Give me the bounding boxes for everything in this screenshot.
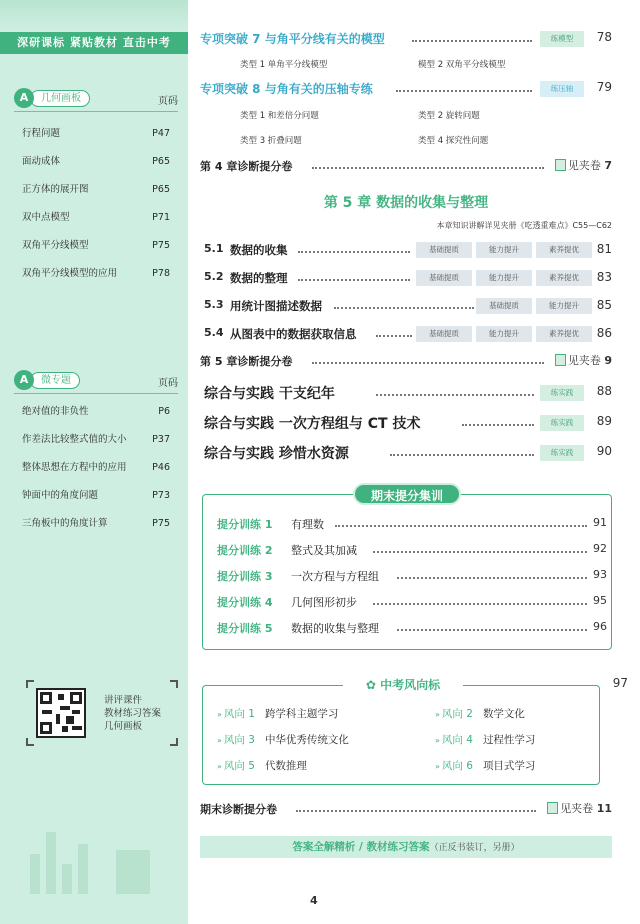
item-label: 作差法比较整式值的大小: [22, 434, 127, 445]
qr-finder: [40, 692, 52, 704]
topic-8-page: 79: [596, 80, 612, 94]
micro-topic-page-header: 页码: [158, 378, 178, 389]
dot-leader: [376, 335, 412, 337]
final-training-item[interactable]: [217, 541, 607, 559]
topic-8-type-2: 类型 2 旋转问题: [418, 111, 480, 121]
sidebar-slogan: 深研课标 紧贴教材 直击中考: [0, 32, 188, 54]
chapter-5-note: 本章知识讲解详见夹册《吃透重难点》C55—C62: [436, 221, 612, 230]
training-label: 提分训练 3: [217, 570, 273, 583]
training-topic: 有理数: [291, 518, 324, 531]
training-topic: 一次方程与方程组: [291, 570, 379, 583]
exam-trend-page: 97: [612, 676, 628, 690]
section-number: 5.3: [204, 298, 224, 311]
ref-prefix: 见夹卷: [560, 802, 594, 815]
training-page: 91: [593, 516, 607, 529]
level-tag: 素养提优: [536, 270, 592, 286]
qr-module: [62, 726, 68, 732]
item-label: 钟面中的角度问题: [22, 490, 99, 501]
item-page: P46: [152, 462, 170, 473]
section-page: 83: [596, 270, 612, 284]
list-item[interactable]: [14, 510, 178, 538]
level-tag: 素养提优: [536, 326, 592, 342]
exam-trend-title-text: 中考风向标: [380, 678, 441, 692]
qr-caption-line: 几何画板: [104, 721, 143, 732]
final-training-item[interactable]: [217, 567, 607, 585]
final-exam-ref: [547, 800, 612, 816]
item-label: 双角平分线模型: [22, 240, 89, 251]
practice-row[interactable]: [200, 381, 612, 405]
training-topic: 数据的收集与整理: [291, 622, 379, 635]
chapter-5-diagnostic-title: 第 5 章诊断提分卷: [200, 355, 293, 368]
practice-page: 89: [596, 414, 612, 428]
list-item[interactable]: [14, 232, 178, 260]
qr-module: [56, 714, 60, 724]
trend-label: 风向 2: [441, 708, 473, 720]
list-item[interactable]: [14, 260, 178, 288]
dot-leader: [373, 603, 587, 605]
final-training-item[interactable]: [217, 619, 607, 637]
qr-frame-corner: [170, 680, 178, 688]
ref-prefix: 见夹卷: [567, 354, 601, 367]
training-label: 提分训练 1: [217, 518, 273, 531]
page-number: 4: [310, 894, 318, 907]
topic-7-row[interactable]: [200, 30, 612, 50]
dot-leader: [335, 525, 587, 527]
ref-number: 11: [596, 802, 612, 815]
final-training-title: 期末提分集训: [353, 483, 461, 505]
qr-module: [72, 726, 82, 730]
section-page: 86: [596, 326, 612, 340]
dot-leader: [298, 251, 410, 253]
list-item[interactable]: [14, 120, 178, 148]
final-training-item[interactable]: [217, 515, 607, 533]
list-item[interactable]: [14, 482, 178, 510]
ref-prefix: 见夹卷: [567, 159, 601, 172]
level-tag: 能力提升: [476, 270, 532, 286]
chapter-5-diagnostic-row[interactable]: [200, 352, 612, 370]
micro-topic-panel: [14, 368, 178, 538]
double-arrow-icon: »: [435, 762, 440, 771]
list-item[interactable]: [14, 426, 178, 454]
list-item[interactable]: [14, 176, 178, 204]
item-page: P47: [152, 128, 170, 139]
topic-7-tag: 练模型: [540, 31, 584, 47]
geometry-board-title: 几何画板: [30, 90, 90, 107]
list-item[interactable]: [14, 148, 178, 176]
dot-leader: [296, 810, 536, 812]
topic-8-row[interactable]: [200, 80, 612, 100]
qr-finder: [70, 692, 82, 704]
training-topic: 几何图形初步: [291, 596, 357, 609]
practice-title: 综合与实践 干支纪年: [204, 386, 335, 402]
practice-tag: 练实践: [540, 445, 584, 461]
topic-7-page: 78: [596, 30, 612, 44]
decor-bar: [62, 864, 72, 894]
item-page: P71: [152, 212, 170, 223]
item-page: P65: [152, 156, 170, 167]
qr-module: [42, 710, 52, 714]
item-label: 正方体的展开图: [22, 184, 89, 195]
dot-leader: [312, 362, 544, 364]
qr-module: [72, 710, 80, 714]
item-page: P37: [152, 434, 170, 445]
micro-topic-title: 微专题: [30, 372, 80, 389]
decor-bar: [46, 832, 56, 894]
training-topic: 整式及其加减: [291, 544, 357, 557]
training-page: 96: [593, 620, 607, 633]
answers-note: （正反书装订，另册）: [429, 843, 520, 853]
final-exam-row[interactable]: [200, 800, 612, 818]
item-page: P73: [152, 490, 170, 501]
sidebar-decorative-bars: [20, 804, 170, 894]
section-page: 81: [596, 242, 612, 256]
trend-topic: 过程性学习: [482, 734, 536, 746]
item-page: P75: [152, 518, 170, 529]
decor-bar: [30, 854, 40, 894]
gear-icon: ✿: [365, 678, 376, 692]
qr-frame-corner: [26, 680, 34, 688]
item-label: 绝对值的非负性: [22, 406, 89, 417]
level-tag: 能力提升: [476, 242, 532, 258]
section-number: 5.1: [204, 242, 224, 255]
qr-module: [66, 716, 74, 724]
section-number: 5.4: [204, 326, 224, 339]
section-5-3-row[interactable]: [200, 296, 612, 316]
topic-8-type-4: 类型 4 探究性问题: [418, 136, 489, 146]
trend-topic: 数学文化: [482, 708, 525, 720]
exam-trend-item[interactable]: [217, 706, 338, 722]
level-tag: 能力提升: [536, 298, 592, 314]
final-training-panel: [202, 489, 612, 650]
trend-label: 风向 5: [223, 760, 255, 772]
qr-block: [26, 680, 178, 746]
chapter-5-diagnostic-ref: [555, 352, 612, 368]
item-page: P75: [152, 240, 170, 251]
exam-trend-item[interactable]: [217, 758, 307, 774]
topic-7-type-2: 模型 2 双角平分线模型: [418, 60, 506, 70]
final-exam-title: 期末诊断提分卷: [200, 803, 277, 816]
answers-banner[interactable]: [200, 836, 612, 858]
qr-module: [60, 706, 70, 710]
decor-bar: [116, 850, 150, 894]
list-item[interactable]: [14, 454, 178, 482]
exam-trend-item[interactable]: [217, 732, 349, 748]
section-5-4-row[interactable]: [200, 324, 612, 344]
level-tag: 基础提质: [476, 298, 532, 314]
answers-title: 答案全解精析 / 教材练习答案: [292, 841, 430, 853]
geometry-board-page-header: 页码: [158, 96, 178, 107]
training-page: 93: [593, 568, 607, 581]
dot-leader: [373, 551, 587, 553]
trend-topic: 中华优秀传统文化: [264, 734, 349, 746]
qr-code[interactable]: [36, 688, 86, 738]
insert-booklet-icon: [547, 802, 558, 814]
training-label: 提分训练 4: [217, 596, 273, 609]
qr-frame-corner: [170, 738, 178, 746]
training-page: 95: [593, 594, 607, 607]
topic-8-type-3: 类型 3 折叠问题: [240, 136, 302, 146]
exam-trend-item[interactable]: [435, 706, 525, 722]
topic-8-tag: 练压轴: [540, 81, 584, 97]
dot-leader: [390, 454, 534, 456]
geometry-board-icon: A: [14, 88, 34, 108]
micro-topic-header: [14, 368, 178, 394]
item-page: P78: [152, 268, 170, 279]
decor-bar: [78, 844, 88, 894]
chapter-4-diagnostic-title: 第 4 章诊断提分卷: [200, 160, 293, 173]
section-5-2-row[interactable]: [200, 268, 612, 288]
practice-row[interactable]: [200, 411, 612, 435]
ref-number: 7: [604, 159, 612, 172]
dot-leader: [298, 279, 410, 281]
list-item[interactable]: [14, 204, 178, 232]
section-number: 5.2: [204, 270, 224, 283]
practice-title: 综合与实践 珍惜水资源: [204, 446, 349, 462]
practice-tag: 练实践: [540, 415, 584, 431]
chapter-4-diagnostic-ref: [555, 157, 612, 173]
dot-leader: [397, 577, 587, 579]
exam-trend-panel: [202, 678, 600, 785]
qr-module: [58, 694, 64, 700]
item-label: 双角平分线模型的应用: [22, 268, 118, 279]
chapter-4-diagnostic-row[interactable]: [200, 157, 612, 175]
dot-leader: [397, 629, 587, 631]
training-label: 提分训练 5: [217, 622, 273, 635]
double-arrow-icon: »: [435, 710, 440, 719]
practice-title: 综合与实践 一次方程组与 CT 技术: [204, 416, 421, 432]
geometry-board-header: [14, 86, 178, 112]
trend-label: 风向 4: [441, 734, 473, 746]
double-arrow-icon: »: [217, 736, 222, 745]
item-page: P6: [158, 406, 170, 417]
trend-topic: 代数推理: [264, 760, 307, 772]
item-label: 行程问题: [22, 128, 61, 139]
dot-leader: [334, 307, 474, 309]
qr-caption: [104, 694, 161, 733]
practice-row[interactable]: [200, 441, 612, 465]
section-title: 用统计图描述数据: [230, 299, 322, 313]
item-label: 面动成体: [22, 156, 61, 167]
geometry-board-panel: [14, 86, 178, 288]
trend-topic: 项目式学习: [482, 760, 536, 772]
exam-trend-title: [343, 674, 463, 696]
main-content: [200, 0, 630, 924]
dot-leader: [312, 167, 544, 169]
item-label: 双中点模型: [22, 212, 70, 223]
topic-7-title: 专项突破 7 与角平分线有关的模型: [200, 32, 385, 46]
qr-caption-line: 教材练习答案: [104, 708, 162, 719]
topic-8-title: 专项突破 8 与角有关的压轴专练: [200, 82, 373, 96]
section-page: 85: [596, 298, 612, 312]
insert-booklet-icon: [555, 354, 566, 366]
dot-leader: [376, 394, 534, 396]
qr-frame-corner: [26, 738, 34, 746]
trend-label: 风向 1: [223, 708, 255, 720]
topic-8-type-1: 类型 1 和差倍分问题: [240, 111, 319, 121]
section-title: 数据的整理: [230, 271, 288, 285]
exam-trend-item[interactable]: [435, 758, 535, 774]
practice-page: 88: [596, 384, 612, 398]
sidebar: [0, 0, 188, 924]
ref-number: 9: [604, 354, 612, 367]
list-item[interactable]: [14, 398, 178, 426]
double-arrow-icon: »: [217, 710, 222, 719]
dot-leader: [396, 90, 532, 92]
level-tag: 基础提质: [416, 326, 472, 342]
level-tag: 基础提质: [416, 270, 472, 286]
qr-caption-line: 讲评课件: [104, 695, 143, 706]
trend-label: 风向 6: [441, 760, 473, 772]
dot-leader: [412, 40, 532, 42]
insert-booklet-icon: [555, 159, 566, 171]
final-training-item[interactable]: [217, 593, 607, 611]
level-tag: 基础提质: [416, 242, 472, 258]
section-title: 数据的收集: [230, 243, 288, 257]
item-label: 三角板中的角度计算: [22, 518, 108, 529]
chapter-5-title: 第 5 章 数据的收集与整理: [323, 195, 489, 211]
trend-topic: 跨学科主题学习: [264, 708, 339, 720]
practice-tag: 练实践: [540, 385, 584, 401]
qr-finder: [40, 722, 52, 734]
item-label: 整体思想在方程中的应用: [22, 462, 127, 473]
level-tag: 能力提升: [476, 326, 532, 342]
practice-page: 90: [596, 444, 612, 458]
level-tag: 素养提优: [536, 242, 592, 258]
micro-topic-icon: A: [14, 370, 34, 390]
section-5-1-row[interactable]: [200, 240, 612, 260]
topic-7-type-1: 类型 1 单角平分线模型: [240, 60, 328, 70]
training-page: 92: [593, 542, 607, 555]
dot-leader: [462, 424, 534, 426]
section-title: 从图表中的数据获取信息: [230, 327, 357, 341]
training-label: 提分训练 2: [217, 544, 273, 557]
item-page: P65: [152, 184, 170, 195]
sidebar-top-decoration: [0, 0, 188, 30]
trend-label: 风向 3: [223, 734, 255, 746]
double-arrow-icon: »: [217, 762, 222, 771]
exam-trend-item[interactable]: [435, 732, 535, 748]
double-arrow-icon: »: [435, 736, 440, 745]
